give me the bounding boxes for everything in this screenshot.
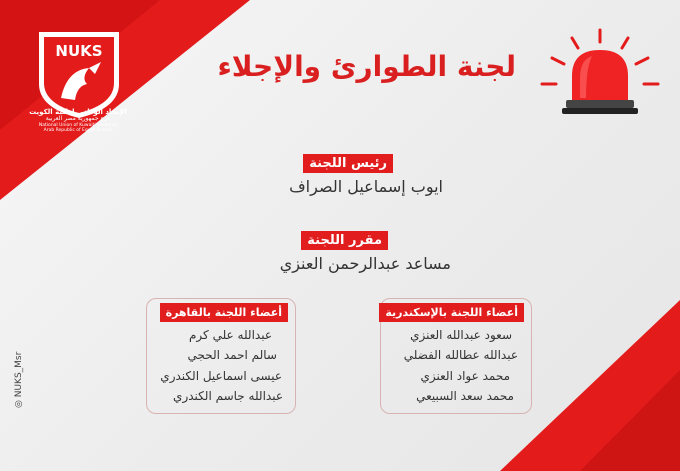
page-title: لجنة الطوارئ والإجلاء — [217, 50, 516, 83]
logo-text: NUKS — [55, 42, 103, 60]
cairo-member: عيسى اسماعيل الكندري — [160, 369, 282, 383]
rapporteur-label: مقرر اللجنة — [301, 231, 388, 250]
logo-caption — [22, 108, 134, 133]
alex-member: عبدالله عطالله الفضلي — [403, 348, 518, 362]
cairo-member: عبدالله جاسم الكندري — [173, 389, 283, 403]
cairo-member: سالم احمد الحجي — [187, 348, 277, 362]
cairo-heading: أعضاء اللجنة بالقاهرة — [160, 303, 288, 322]
cairo-member: عبدالله علي كرم — [188, 328, 272, 342]
social-icon: ◎ — [14, 397, 24, 408]
logo-caption-ar-1: الإتحاد الوطني لطلبة الكويت — [29, 108, 127, 116]
social-handle — [14, 352, 24, 408]
alex-member: محمد عواد العنزي — [420, 369, 510, 383]
alex-heading: أعضاء اللجنة بالإسكندرية — [379, 303, 524, 322]
alex-member: سعود عبدالله العنزي — [410, 328, 512, 342]
social-handle-text: NUKS_Msr — [14, 351, 24, 398]
logo-caption-en-2: Arab Republic of Egypt Branch — [43, 128, 113, 134]
siren-icon — [538, 28, 662, 116]
chair-label: رئيس اللجنة — [303, 154, 393, 173]
nuks-logo — [31, 28, 127, 120]
chair-name: ايوب إسماعيل الصراف — [289, 177, 443, 196]
rapporteur-name: مساعد عبدالرحمن العنزي — [279, 254, 451, 273]
logo-caption-ar-2: فرع جمهورية مصر العربية — [45, 115, 111, 123]
alex-member: محمد سعد السبيعي — [416, 389, 514, 403]
logo-caption-en-1: National Union of Kuwaiti Students — [38, 122, 118, 128]
